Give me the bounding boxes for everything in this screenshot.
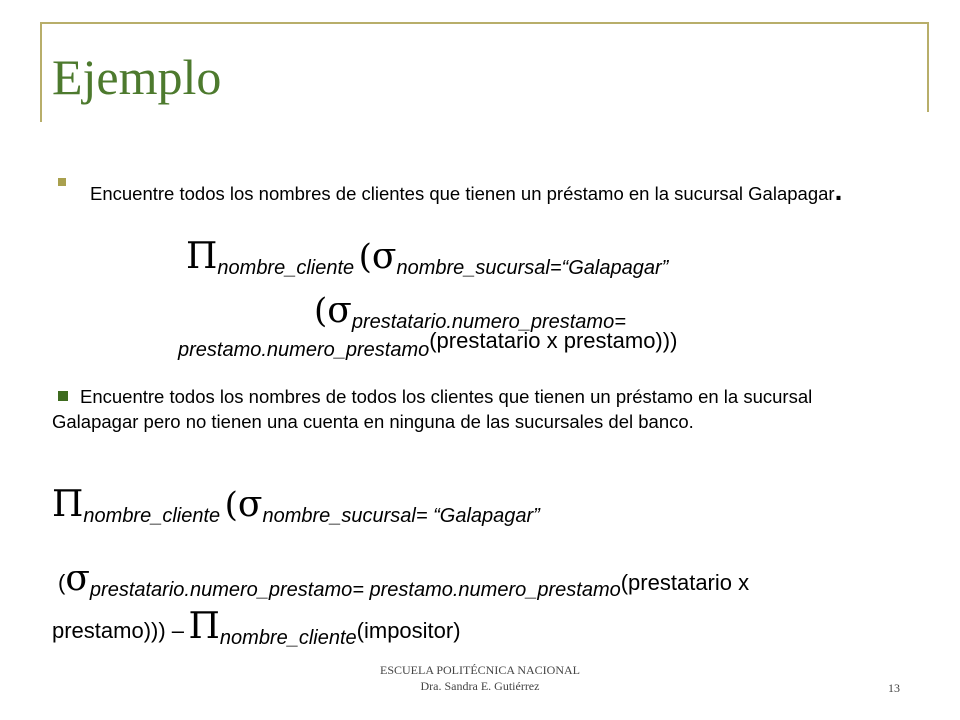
sigma-symbol-2: σ bbox=[327, 290, 352, 331]
footer-author: Dra. Sandra E. Gutiérrez bbox=[420, 679, 540, 694]
frame-top-line bbox=[40, 22, 928, 24]
pi-symbol-4: Π bbox=[188, 606, 220, 647]
pi-symbol-3: Π bbox=[52, 484, 84, 525]
expr1-sigma2-subscript-b: prestamo.numero_prestamo bbox=[178, 339, 430, 361]
expr1-sigma2-subscript-a: prestatario.numero_prestamo= bbox=[351, 311, 626, 333]
expr1-line3 bbox=[178, 328, 678, 361]
bullet2-text: Encuentre todos los nombres de todos los clientes que tienen un préstamo en la sucursal Galapagar pero no tienen una cuenta en ninguna de las sucursales del banco. bbox=[52, 386, 813, 432]
expr2-line2 bbox=[58, 558, 749, 599]
expr1-open-paren: ( bbox=[358, 237, 372, 277]
expr1-line2 bbox=[314, 290, 626, 331]
page-number: 13 bbox=[888, 681, 900, 695]
sigma-symbol: σ bbox=[371, 236, 397, 277]
expr1-tail: (prestatario x prestamo))) bbox=[429, 328, 678, 353]
expr2-open-paren: ( bbox=[224, 485, 238, 525]
expr2-sigma2-subscript: prestatario.numero_prestamo= prestamo.numero_prestamo bbox=[89, 579, 621, 601]
bullet1-body: Encuentre todos los nombres de clientes que tienen un préstamo en la sucursal Galapagar bbox=[90, 183, 835, 204]
expr2-pi-subscript: nombre_cliente bbox=[83, 505, 221, 527]
footer bbox=[0, 662, 960, 694]
expr2-pi2-subscript: nombre_cliente bbox=[219, 627, 357, 649]
expr1-open-paren-2: ( bbox=[314, 291, 328, 331]
frame-right-line bbox=[927, 22, 929, 112]
expr1-sigma-subscript: nombre_sucursal=“Galapagar” bbox=[396, 257, 669, 279]
bullet1-text bbox=[90, 168, 850, 217]
expr2-open-paren-2: ( bbox=[58, 570, 66, 595]
expr1-line1 bbox=[186, 236, 668, 277]
bullet1-end-dot: . bbox=[834, 175, 843, 206]
expr1-pi-subscript: nombre_cliente bbox=[217, 257, 355, 279]
expr2-sigma-subscript: nombre_sucursal= “Galapagar” bbox=[262, 505, 540, 527]
expr2-line3 bbox=[52, 606, 461, 647]
sigma-symbol-3: σ bbox=[237, 484, 263, 525]
slide-title: Ejemplo bbox=[52, 49, 222, 105]
frame-left-line bbox=[40, 22, 42, 122]
sigma-symbol-4: σ bbox=[65, 558, 90, 599]
expr2-tail1: (prestatario x bbox=[620, 570, 750, 595]
bullet-square-icon bbox=[58, 178, 66, 186]
pi-symbol: Π bbox=[186, 236, 218, 277]
expr2-tail2: prestamo))) – bbox=[52, 618, 185, 643]
footer-institution: ESCUELA POLITÉCNICA NACIONAL bbox=[380, 663, 580, 677]
expr2-tail3: (impositor) bbox=[356, 618, 461, 643]
expr2-line1 bbox=[52, 484, 540, 525]
